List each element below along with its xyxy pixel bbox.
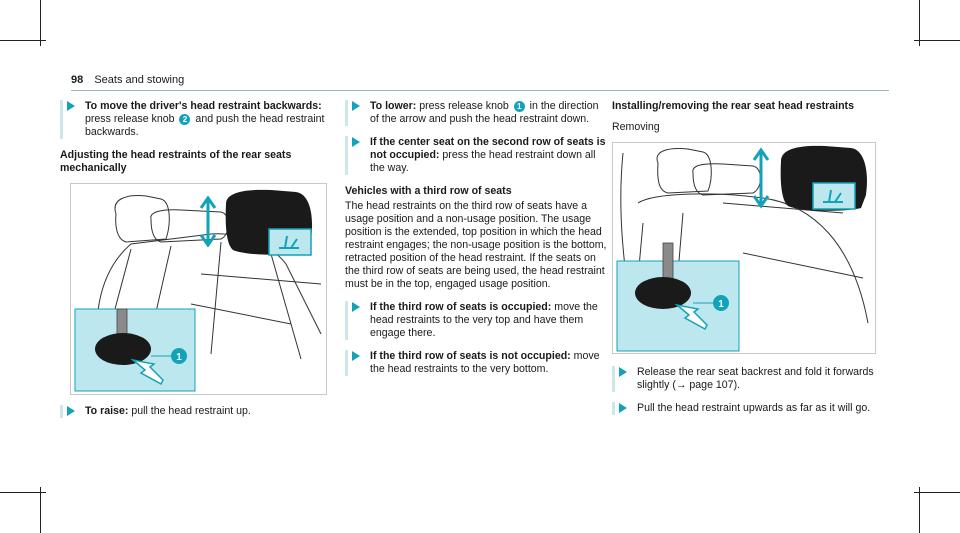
step-label: If the center seat on the second row of seats is not occupied: (370, 136, 606, 161)
crop-mark (919, 487, 920, 533)
crop-mark (0, 40, 46, 41)
step-arrow-icon (352, 351, 360, 361)
seat-illustration (71, 184, 326, 394)
callout-badge-text: 1 (176, 352, 182, 363)
step-label: To move the driver's head restraint backwards: (85, 100, 322, 112)
instruction-step (345, 100, 610, 126)
body-paragraph: The head restraints on the third row of seats have a usage position and a non-usage position. The usage position is the extended, top position in which the head restraint engages; the non-usage position is the bottom, retracted position of the head restraint. If the seats on the third row of seats are being used, the head restraint must be in the top, engaged usage position. (345, 200, 607, 290)
column-1 (60, 100, 325, 428)
step-arrow-icon (352, 137, 360, 147)
crop-mark (0, 492, 46, 493)
step-arrow-icon (352, 302, 360, 312)
callout-badge: 1 (514, 101, 525, 112)
callout-badge-text: 1 (718, 299, 724, 310)
instruction-step (60, 100, 325, 139)
head-restraint-figure (70, 183, 327, 395)
instruction-step (60, 405, 325, 418)
step-text: in the direction of the arrow and push the head restraint down. (370, 100, 599, 125)
step-text: pull the head restraint up. (131, 405, 251, 417)
step-arrow-icon (67, 101, 75, 111)
step-arrow-icon (67, 406, 75, 416)
step-label: If the third row of seats is not occupied: (370, 350, 571, 362)
step-text: press release knob (85, 113, 175, 125)
crop-mark (914, 40, 960, 41)
page-header (71, 74, 184, 86)
instruction-step (345, 350, 610, 376)
crop-mark (40, 487, 41, 533)
column-3 (612, 100, 882, 425)
callout-badge: 2 (179, 114, 190, 125)
section-heading: Vehicles with a third row of seats (345, 185, 512, 197)
section-heading: Installing/removing the rear seat head restraints (612, 100, 854, 112)
instruction-step (612, 402, 882, 415)
step-text: and push the head restraint backwards. (85, 113, 325, 138)
subheading: Removing (612, 121, 660, 133)
header-divider (71, 90, 889, 91)
step-text: Pull the head restraint upwards as far as it will go. (637, 402, 871, 414)
step-text: Release the rear seat backrest and fold it forwards slightly (→ page 107). (637, 366, 874, 391)
step-label: If the third row of seats is occupied: (370, 301, 552, 313)
step-text: press release knob (419, 100, 509, 112)
instruction-step (345, 301, 610, 340)
column-2 (345, 100, 610, 386)
step-arrow-icon (619, 367, 627, 377)
step-label: To lower: (370, 100, 417, 112)
step-text: move the head restraints to the very bottom. (370, 350, 600, 375)
head-restraint-removal-figure (612, 142, 876, 354)
section-title: Seats and stowing (94, 74, 185, 86)
crop-mark (914, 492, 960, 493)
step-label: To raise: (85, 405, 129, 417)
step-arrow-icon (619, 403, 627, 413)
step-text: press the head restraint down all the way. (370, 149, 596, 174)
instruction-step (612, 366, 882, 392)
step-text: move the head restraints to the very top and have them engage there. (370, 301, 598, 339)
instruction-step (345, 136, 610, 175)
page-number: 98 (71, 74, 84, 86)
step-arrow-icon (352, 101, 360, 111)
seat-illustration (613, 143, 875, 353)
section-heading: Adjusting the head restraints of the rear seats mechanically (60, 149, 292, 174)
